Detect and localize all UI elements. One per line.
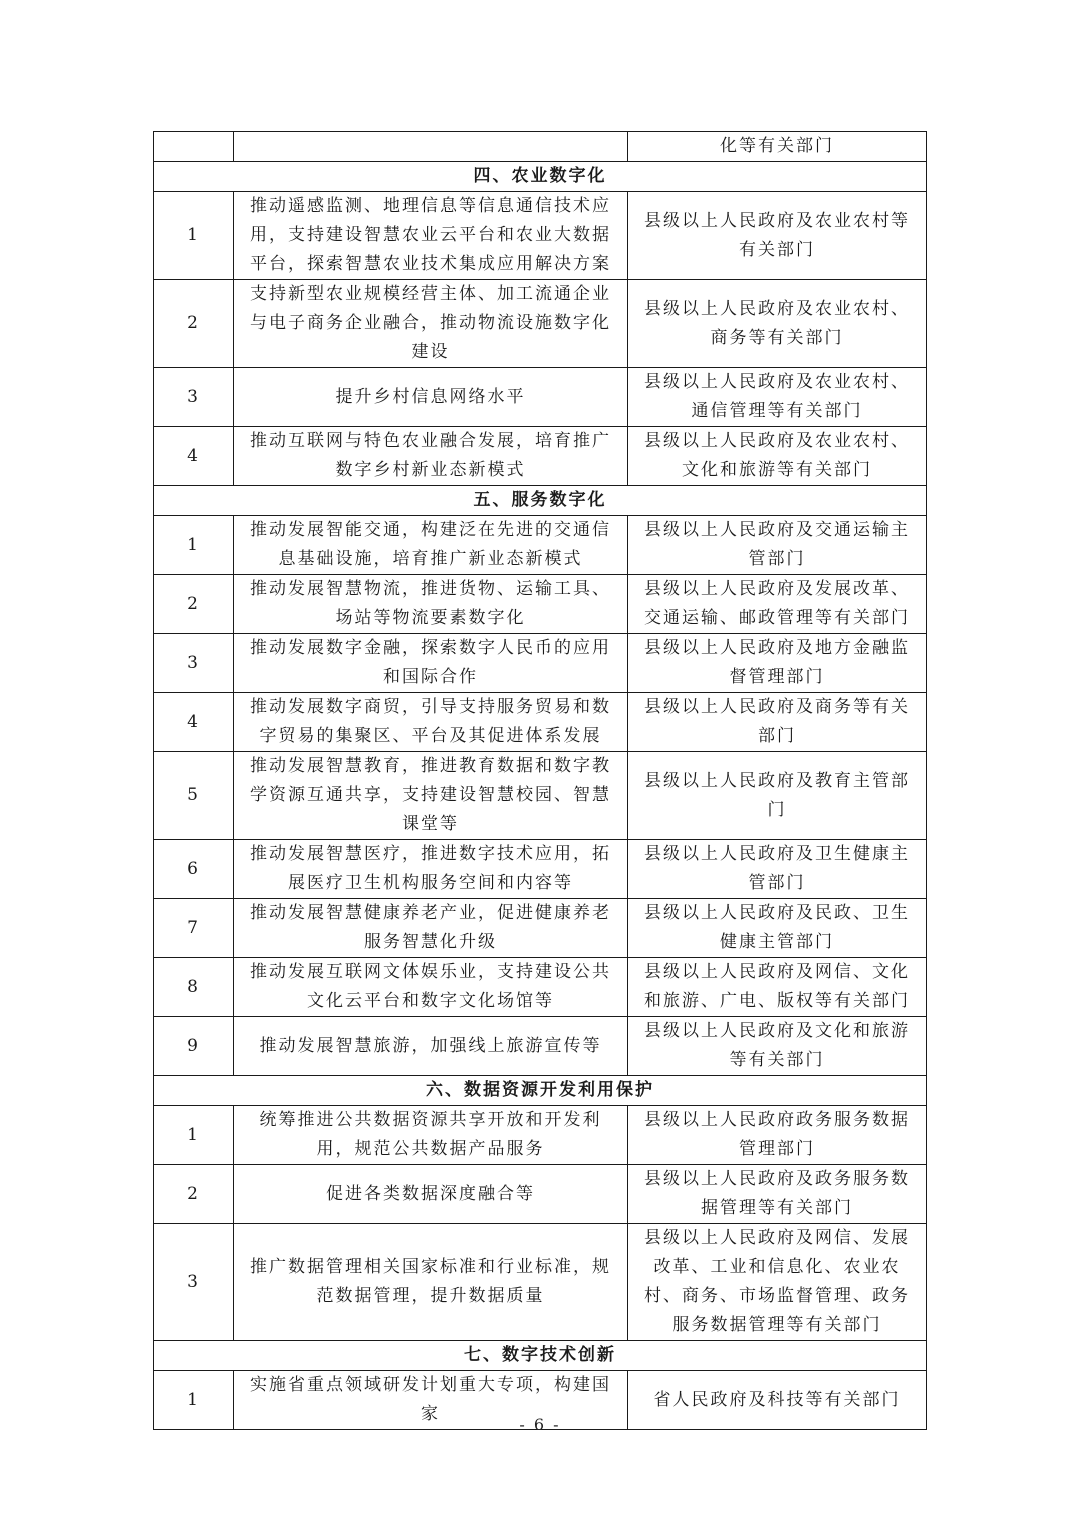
row-task: 推动互联网与特色农业融合发展，培育推广数字乡村新业态新模式 [234,427,628,486]
row-number: 4 [154,693,234,752]
row-department: 县级以上人民政府及农业农村、商务等有关部门 [628,280,927,368]
row-task: 推动发展互联网文体娱乐业，支持建设公共文化云平台和数字文化场馆等 [234,958,628,1017]
table-row [154,1017,927,1076]
section-title: 六、数据资源开发利用保护 [154,1076,927,1106]
row-number: 2 [154,1165,234,1224]
row-number: 2 [154,575,234,634]
row-number: 2 [154,280,234,368]
row-task: 实施省重点领域研发计划重大专项，构建国家 [234,1371,628,1430]
table-row [154,1106,927,1165]
row-number: 5 [154,752,234,840]
row-task: 推广数据管理相关国家标准和行业标准，规范数据管理，提升数据质量 [234,1224,628,1341]
row-department: 县级以上人民政府及发展改革、交通运输、邮政管理等有关部门 [628,575,927,634]
table-row [154,427,927,486]
row-number: 7 [154,899,234,958]
row-department: 县级以上人民政府及农业农村、文化和旅游等有关部门 [628,427,927,486]
row-task: 推动发展智慧医疗，推进数字技术应用，拓展医疗卫生机构服务空间和内容等 [234,840,628,899]
row-number: 4 [154,427,234,486]
row-task: 提升乡村信息网络水平 [234,368,628,427]
section-title: 五、服务数字化 [154,486,927,516]
row-number: 8 [154,958,234,1017]
row-task: 推动发展数字金融，探索数字人民币的应用和国际合作 [234,634,628,693]
row-number [154,132,234,162]
row-number: 1 [154,516,234,575]
page-number: - 6 - [519,1415,561,1434]
row-department: 县级以上人民政府及政务服务数据管理等有关部门 [628,1165,927,1224]
row-department: 县级以上人民政府政务服务数据管理部门 [628,1106,927,1165]
table-row [154,634,927,693]
row-department: 县级以上人民政府及教育主管部门 [628,752,927,840]
table-row [154,280,927,368]
row-task: 促进各类数据深度融合等 [234,1165,628,1224]
table-row [154,132,927,162]
section-title: 四、农业数字化 [154,162,927,192]
table-row [154,575,927,634]
row-task: 推动发展智慧物流，推进货物、运输工具、场站等物流要素数字化 [234,575,628,634]
row-number: 3 [154,1224,234,1341]
table-row [154,368,927,427]
row-department: 化等有关部门 [628,132,927,162]
row-department: 县级以上人民政府及交通运输主管部门 [628,516,927,575]
row-department: 县级以上人民政府及农业农村、通信管理等有关部门 [628,368,927,427]
section-header-row [154,1076,927,1106]
row-task: 推动发展智慧旅游，加强线上旅游宣传等 [234,1017,628,1076]
row-department: 县级以上人民政府及卫生健康主管部门 [628,840,927,899]
table-row [154,899,927,958]
row-task: 推动发展智能交通，构建泛在先进的交通信息基础设施，培育推广新业态新模式 [234,516,628,575]
row-number: 3 [154,368,234,427]
row-department: 省人民政府及科技等有关部门 [628,1371,927,1430]
row-department: 县级以上人民政府及网信、文化和旅游、广电、版权等有关部门 [628,958,927,1017]
row-task: 推动遥感监测、地理信息等信息通信技术应用，支持建设智慧农业云平台和农业大数据平台，探索智慧农业技术集成应用解决方案 [234,192,628,280]
table-row [154,192,927,280]
row-task: 支持新型农业规模经营主体、加工流通企业与电子商务企业融合，推动物流设施数字化建设 [234,280,628,368]
table-row [154,1165,927,1224]
table-row [154,752,927,840]
row-number: 3 [154,634,234,693]
table-row [154,516,927,575]
section-header-row [154,162,927,192]
section-header-row [154,1341,927,1371]
row-number: 9 [154,1017,234,1076]
row-department: 县级以上人民政府及商务等有关部门 [628,693,927,752]
row-task: 推动发展智慧教育，推进教育数据和数字教学资源互通共享，支持建设智慧校园、智慧课堂等 [234,752,628,840]
row-number: 1 [154,1371,234,1430]
table-row [154,840,927,899]
row-department: 县级以上人民政府及文化和旅游等有关部门 [628,1017,927,1076]
row-task: 推动发展智慧健康养老产业，促进健康养老服务智慧化升级 [234,899,628,958]
table-row [154,958,927,1017]
table-row [154,693,927,752]
row-department: 县级以上人民政府及网信、发展改革、工业和信息化、农业农村、商务、市场监督管理、政务服务数据管理等有关部门 [628,1224,927,1341]
row-task: 推动发展数字商贸，引导支持服务贸易和数字贸易的集聚区、平台及其促进体系发展 [234,693,628,752]
table-row [154,1224,927,1341]
row-number: 1 [154,192,234,280]
row-department: 县级以上人民政府及地方金融监督管理部门 [628,634,927,693]
row-number: 6 [154,840,234,899]
row-number: 1 [154,1106,234,1165]
row-department: 县级以上人民政府及民政、卫生健康主管部门 [628,899,927,958]
section-header-row [154,486,927,516]
row-department: 县级以上人民政府及农业农村等有关部门 [628,192,927,280]
tasks-table [153,131,927,1430]
section-title: 七、数字技术创新 [154,1341,927,1371]
row-task: 统筹推进公共数据资源共享开放和开发利用，规范公共数据产品服务 [234,1106,628,1165]
row-task [234,132,628,162]
